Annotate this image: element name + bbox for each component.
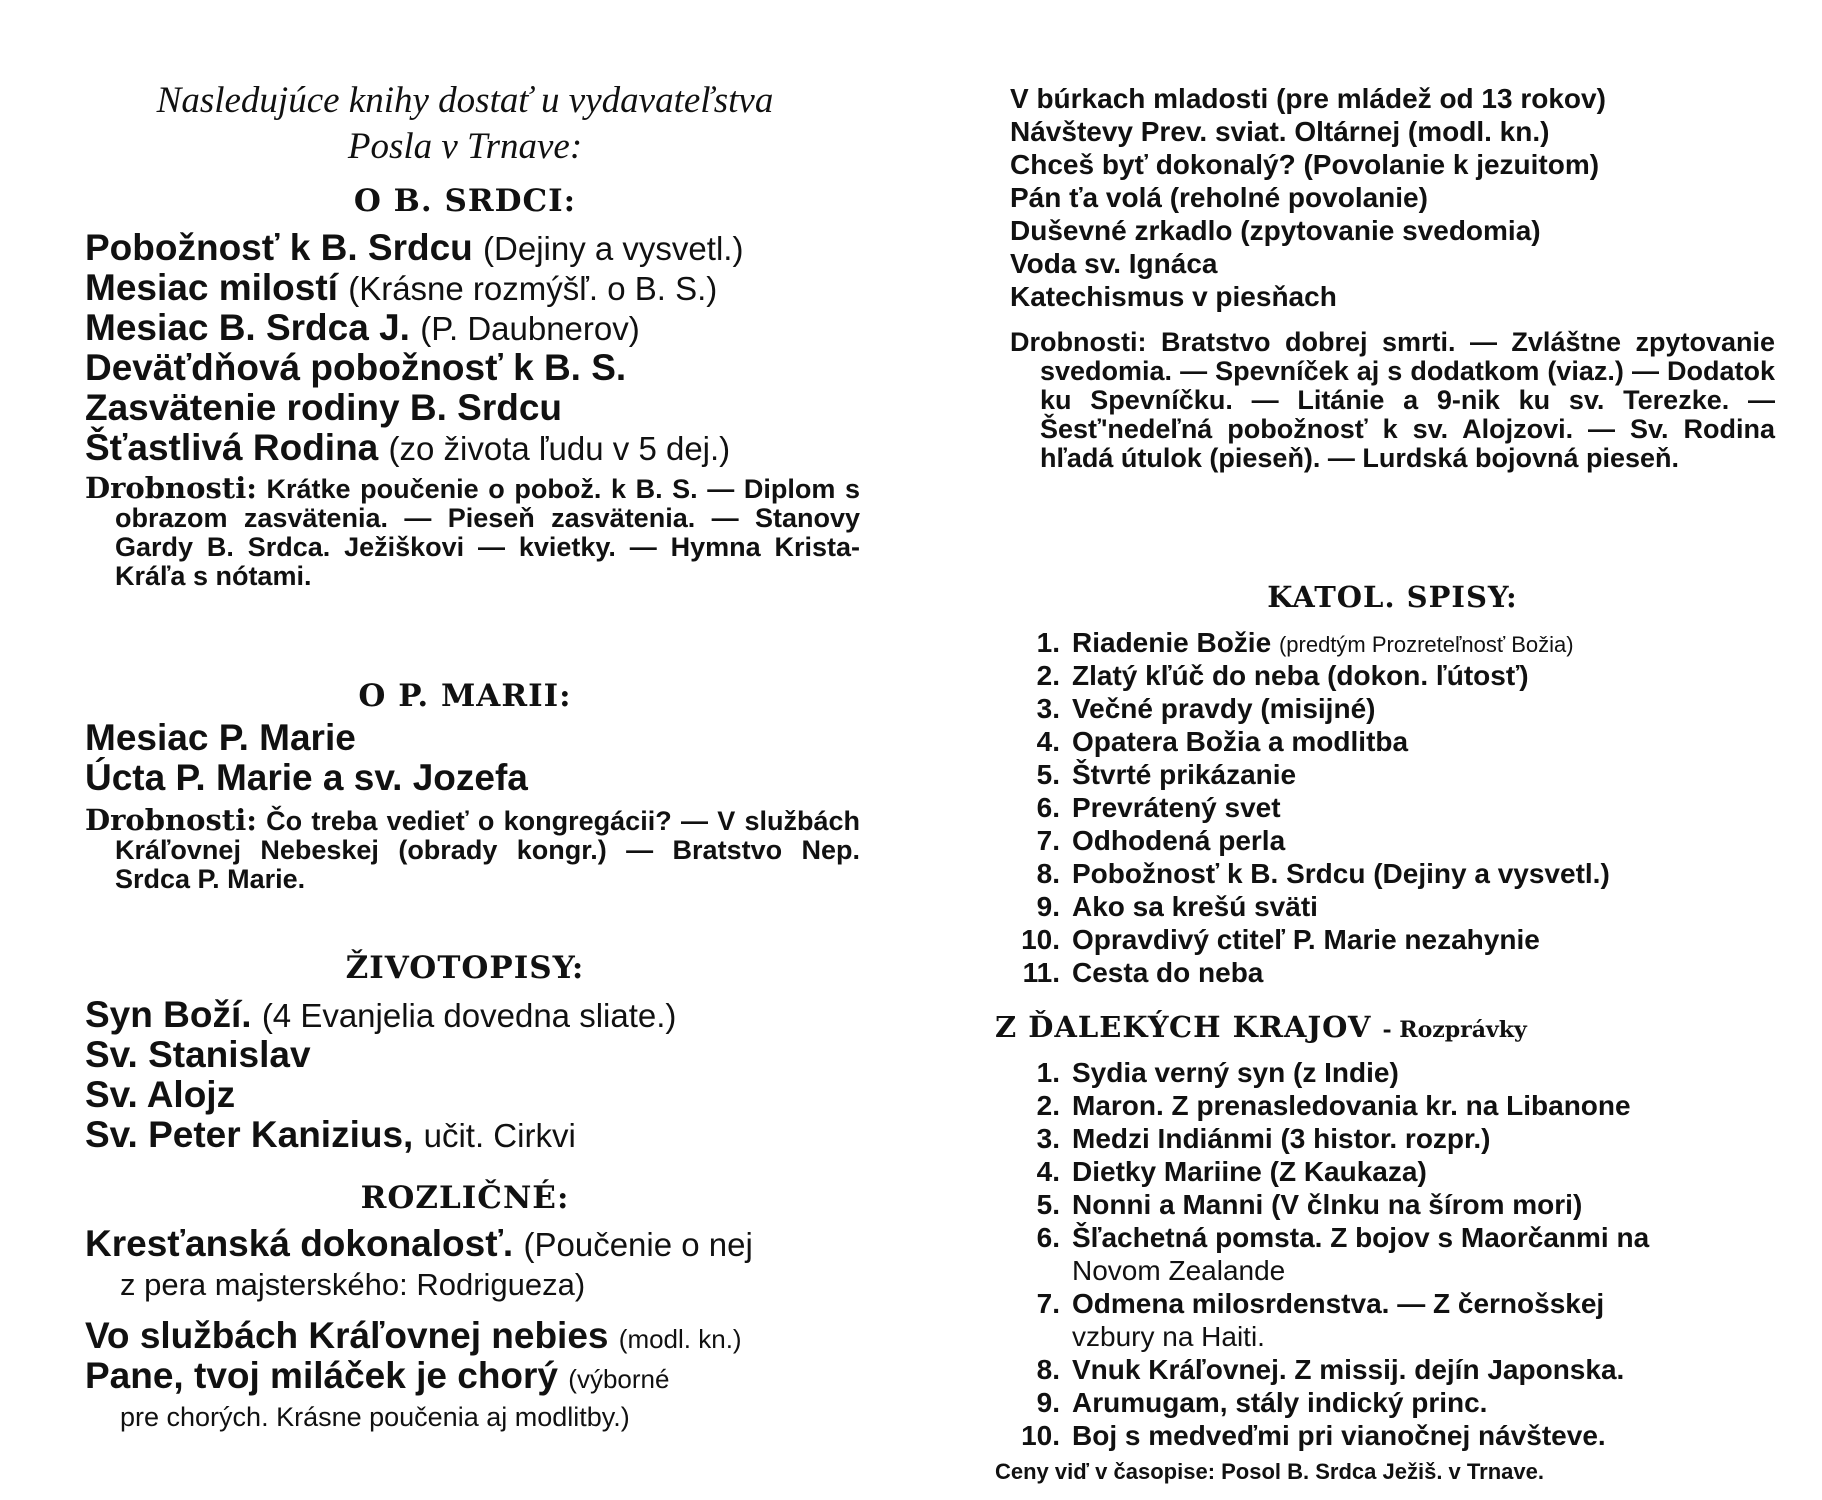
list-item: 2. Maron. Z prenasledovania kr. na Libanone — [1036, 1090, 1631, 1121]
book-item: Vo službách Kráľovnej nebies (modl. kn.) — [85, 1315, 742, 1356]
list-item: 3. Večné pravdy (misijné) — [1036, 693, 1376, 724]
list-item: 6. Šľachetná pomsta. Z bojov s Maorčanmi na — [1036, 1222, 1650, 1253]
heading-o-b-srdci: O B. SRDCI: — [353, 183, 577, 219]
book-item: Deväťdňová pobožnosť k B. S. — [85, 347, 627, 388]
book-item-continuation: z pera majsterského: Rodrigueza) — [120, 1267, 586, 1302]
book-item: Pane, tvoj miláček je chorý (výborné — [85, 1355, 670, 1396]
drobnosti-misc: Drobnosti: Bratstvo dobrej smrti. — Zvláštne zpytovanie svedomia. — Spevníček aj s dodatkom (viaz.) — Dodatok ku Spevníčku. — Litánie a 9-nik ku sv. Terezke. — Šesť'nedeľná pobožnosť k sv. Alojzovi. — Sv. Rodina hľadá útulok (pieseň). — Lurdská bojovná pieseň. — [1010, 327, 1775, 473]
book-item: Sv. Stanislav — [85, 1034, 311, 1075]
list-item: 8. Vnuk Kráľovnej. Z missij. dejín Japonska. — [1036, 1354, 1625, 1385]
list-item: 7. Odmena milosrdenstva. — Z černošskej — [1036, 1288, 1605, 1319]
list-item-continuation: Novom Zealande — [1072, 1255, 1286, 1286]
book-item: Mesiac milostí (Krásne rozmýšľ. o B. S.) — [85, 267, 718, 308]
book-item: Úcta P. Marie a sv. Jozefa — [85, 757, 528, 798]
list-item: 4. Dietky Mariine (Z Kaukaza) — [1036, 1156, 1427, 1187]
book-item: Šťastlivá Rodina (zo života ľudu v 5 dej.) — [85, 427, 731, 468]
list-item: 5. Štvrté prikázanie — [1036, 759, 1297, 790]
list-item: 6. Prevrátený svet — [1036, 792, 1281, 823]
list-item: 10. Opravdivý ctiteľ P. Marie nezahynie — [1021, 924, 1540, 955]
list-item: 9. Arumugam, stály indický princ. — [1036, 1387, 1488, 1418]
heading-katol-spisy: KATOL. SPISY: — [1267, 580, 1518, 614]
book-item: Návštevy Prev. sviat. Oltárnej (modl. kn.) — [1010, 116, 1550, 147]
book-item: Pán ťa volá (reholné povolanie) — [1010, 182, 1428, 213]
book-item: Sv. Peter Kanizius, učit. Cirkvi — [85, 1114, 576, 1155]
intro-line-1: Nasledujúce knihy dostať u vydavateľstva — [156, 80, 774, 121]
book-item: Syn Boží. (4 Evanjelia dovedna sliate.) — [85, 994, 677, 1035]
list-item: 5. Nonni a Manni (V člnku na šírom mori) — [1036, 1189, 1583, 1220]
list-item: 7. Odhodená perla — [1036, 825, 1286, 856]
heading-o-p-marii: O P. MARII: — [358, 678, 572, 714]
book-item: Sv. Alojz — [85, 1074, 236, 1115]
book-item: Zasvätenie rodiny B. Srdcu — [85, 387, 563, 428]
list-item: 11. Cesta do neba — [1022, 957, 1264, 988]
footer-note: Ceny viď v časopise: Posol B. Srdca Ježiš. v Trnave. — [995, 1459, 1544, 1484]
heading-z-dalekych-krajov: Z ĎALEKÝCH KRAJOV - Rozprávky — [995, 1010, 1527, 1044]
heading-zivotopisy: ŽIVOTOPISY: — [345, 950, 585, 986]
drobnosti-p-marii: Drobnosti: Čo treba vedieť o kongregácii? — V službách Kráľovnej Nebeskej (obrady kongr.) — Bratstvo Nep. Srdca P. Marie. — [85, 803, 860, 894]
book-item: Katechismus v piesňach — [1010, 281, 1337, 312]
book-item: Chceš byť dokonalý? (Povolanie k jezuitom) — [1010, 149, 1600, 180]
list-item: 3. Medzi Indiánmi (3 histor. rozpr.) — [1036, 1123, 1491, 1154]
list-item: 1. Riadenie Božie (predtým Prozreteľnosť Božia) — [1036, 627, 1574, 658]
book-item: Mesiac B. Srdca J. (P. Daubnerov) — [85, 307, 640, 348]
list-item-continuation: vzbury na Haiti. — [1072, 1321, 1265, 1352]
book-item: Duševné zrkadlo (zpytovanie svedomia) — [1010, 215, 1541, 246]
heading-rozlicne: ROZLIČNÉ: — [360, 1180, 570, 1216]
list-item: 1. Sydia verný syn (z Indie) — [1036, 1057, 1399, 1088]
list-item: 8. Pobožnosť k B. Srdcu (Dejiny a vysvetl.) — [1036, 858, 1610, 889]
book-item: Pobožnosť k B. Srdcu (Dejiny a vysvetl.) — [85, 227, 744, 268]
intro-line-2: Posla v Trnave: — [347, 126, 583, 167]
book-item: V búrkach mladosti (pre mládež od 13 rokov) — [1010, 83, 1606, 114]
list-item: 9. Ako sa krešú sväti — [1036, 891, 1318, 922]
list-item: 10. Boj s medveďmi pri vianočnej návšteve. — [1021, 1420, 1606, 1451]
book-item: Mesiac P. Marie — [85, 717, 356, 758]
book-item-continuation: pre chorých. Krásne poučenia aj modlitby.) — [120, 1402, 630, 1432]
book-item: Kresťanská dokonalosť. (Poučenie o nej — [85, 1223, 753, 1264]
list-item: 2. Zlatý kľúč do neba (dokon. ľútosť) — [1036, 660, 1529, 691]
book-item: Voda sv. Ignáca — [1010, 248, 1218, 279]
list-item: 4. Opatera Božia a modlitba — [1036, 726, 1409, 757]
drobnosti-b-srdci: Drobnosti: Krátke poučenie o pobož. k B. S. — Diplom s obrazom zasvätenia. — Pieseň zasvätenia. — Stanovy Gardy B. Srdca. Ježiškovi — kvietky. — Hymna Krista-Kráľa s nótami. — [85, 471, 860, 591]
